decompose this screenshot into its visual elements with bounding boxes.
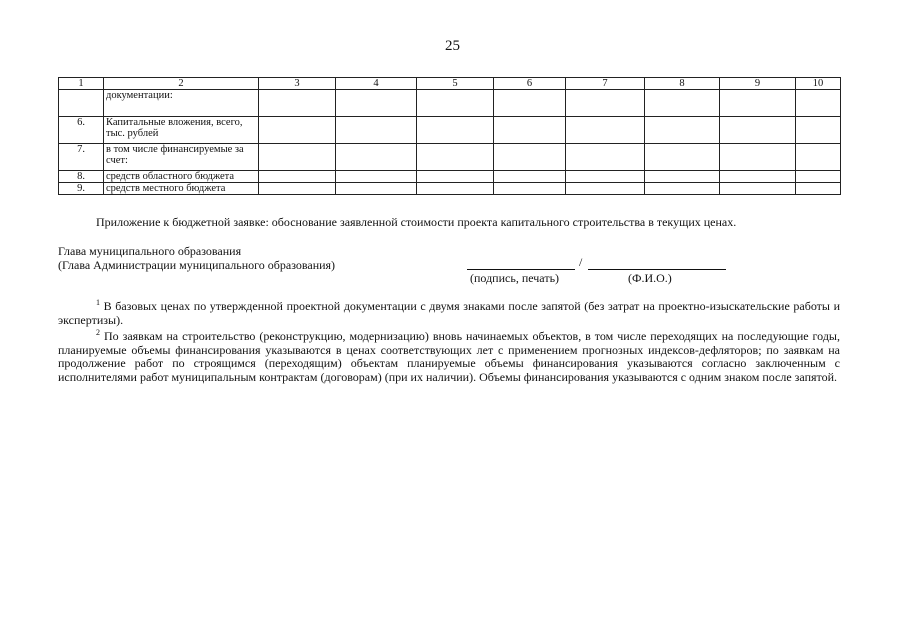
footnote-1: $^1$ В базовых ценах по утвержденной проектной документации с двумя знаками после запятой (без затрат на проектно-изыскательские работы и экспертизы). xyxy=(58,298,840,327)
row-number xyxy=(59,90,104,117)
column-header: 10 xyxy=(796,78,841,90)
table-row xyxy=(59,144,841,171)
row-number: 7. xyxy=(59,144,104,171)
signature-slash: / xyxy=(579,255,583,269)
row-number: 9. xyxy=(59,183,104,195)
signatory-title-alt: (Глава Администрации муниципального образования) xyxy=(58,258,336,272)
row-label: средств местного бюджета xyxy=(104,183,259,195)
table-row xyxy=(59,117,841,144)
table-header-row xyxy=(59,78,841,90)
table-row xyxy=(59,183,841,195)
row-label: документации: xyxy=(104,90,259,117)
column-header: 6 xyxy=(494,78,566,90)
row-label: средств областного бюджета xyxy=(104,171,259,183)
column-header: 5 xyxy=(417,78,494,90)
footnote-2: $^2$ По заявкам на строительство (реконструкцию, модернизацию) вновь начинаемых объектов, в том числе переходящих на последующие годы, планируемые объемы финансирования указываются в ценах соответствующих лет с применением прогнозных индексов-дефляторов; по заявкам на продолжение работ по строящимся (переходящим) объектам планируемые объемы финансирования указываются согласно заключенным с исполнителями работ муниципальным контрактам (договорам) (при их наличии). Объемы финансирования указываются с одним знаком после запятой. xyxy=(58,328,840,384)
page-number: 25 xyxy=(445,38,460,54)
budget-table xyxy=(58,77,841,195)
appendix-note: Приложение к бюджетной заявке: обоснование заявленной стоимости проекта капитального строительства в текущих ценах. xyxy=(96,215,737,229)
column-header: 2 xyxy=(104,78,259,90)
table-row xyxy=(59,171,841,183)
row-label: Капитальные вложения, всего, тыс. рублей xyxy=(104,117,259,144)
name-line xyxy=(588,269,726,270)
column-header: 7 xyxy=(566,78,645,90)
row-number: 6. xyxy=(59,117,104,144)
row-number: 8. xyxy=(59,171,104,183)
signatory-title: Глава муниципального образования xyxy=(58,244,242,258)
column-header: 4 xyxy=(336,78,417,90)
column-header: 3 xyxy=(259,78,336,90)
table-row xyxy=(59,90,841,117)
footnote-mark: 1 xyxy=(96,298,100,307)
row-label: в том числе финансируемые за счет: xyxy=(104,144,259,171)
name-caption: (Ф.И.О.) xyxy=(628,271,672,285)
column-header: 1 xyxy=(59,78,104,90)
signature-line xyxy=(467,269,575,270)
footnote-mark: 2 xyxy=(96,328,100,337)
column-header: 9 xyxy=(720,78,796,90)
signature-caption: (подпись, печать) xyxy=(470,271,560,285)
column-header: 8 xyxy=(645,78,720,90)
